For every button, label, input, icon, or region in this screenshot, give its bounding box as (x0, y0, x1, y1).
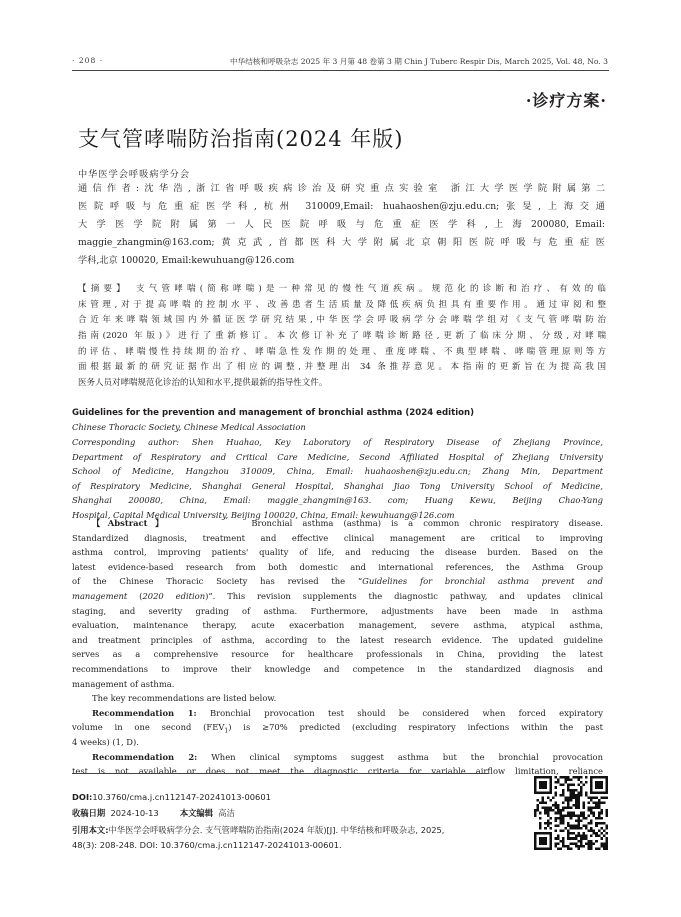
abstract-text: of the Chinese Thoracic Society has revised the “ (72, 576, 363, 587)
abstract-en-line: evaluation, maintenance therapy, acute exacerbation management, severe asthma, atypical asthma, (72, 620, 603, 631)
abstract-en-line: Standardized diagnosis, treatment and effective clinical management are critical to improving (72, 532, 603, 543)
author-cn-line: 通信作者:沈华浩,浙江省呼吸疾病诊治及研究重点实验室 浙江大学医学院附属第二 (78, 183, 605, 194)
abstract-en-line: recommendations to improve their knowledge and competence in the standardized diagnosis and (72, 663, 603, 674)
key-recommendations-intro: The key recommendations are listed below. (92, 693, 277, 704)
dates-line (72, 806, 522, 821)
society-cn: 中华医学会呼吸病学分会 (78, 169, 191, 180)
editor-name: 高洁 (218, 808, 235, 818)
recommendation-label: Recommendation 1: (92, 707, 197, 718)
english-society: Chinese Thoracic Society, Chinese Medical Association (72, 422, 306, 432)
recommendation-text: Bronchial provocation test should be considered when forced expiratory (196, 707, 603, 718)
abstract-en-line (72, 516, 603, 531)
author-cn-line: 学科,北京 100020, Email:kewuhuang@126.com (78, 255, 295, 266)
journal-header: 中华结核和呼吸杂志 2025 年 3 月第 48 卷第 3 期 Chin J Tuberc Respir Dis, March 2025, Vol. 48, No. 3 (230, 57, 608, 66)
abstract-cn-line: 指南(2020 年版)》进行了重新修订。本次修订补充了哮喘诊断路径,更新了临床分期、分级,对哮喘 (78, 331, 606, 342)
author-en-line: of Respiratory Medicine, Shanghai General Hospital, Shanghai Jiao Tong University School of Medicine, (72, 480, 603, 491)
abstract-cn-line: 医务人员对哮喘规范化诊治的认知和水平,提供最新的指导性文件。 (78, 378, 328, 389)
citation-block (72, 823, 522, 853)
article-title: 支气管哮喘防治指南(2024 年版) (78, 127, 404, 151)
corresponding-author-cn (78, 180, 605, 270)
guideline-edition: 2020 edition (142, 590, 206, 601)
abstract-cn-line: 合近年来哮喘领域国内外循证医学研究结果,中华医学会呼吸病学分会哮喘学组对《支气管哮喘防治 (78, 315, 606, 326)
abstract-cn-line: 床管理,对于提高哮喘的控制水平、改善患者生活质量及降低疾病负担具有重要作用。通过审阅和整 (78, 299, 606, 310)
abstract-cn-line: 【摘要】 支气管哮喘(简称哮喘)是一种常见的慢性气道疾病。规范化的诊断和治疗、有效的临 (78, 284, 606, 294)
abstract-cn-line: 面根据最新的研究证据作出了相应的调整,并整理出 34 条推荐意见。本指南的更新旨在为提高我国 (78, 362, 606, 373)
author-en-line: Department of Respiratory and Critical Care Medicine, Second Affiliated Hospital of Zhejiang University (72, 451, 603, 462)
abstract-en-line: staging, and severity grading of asthma. Furthermore, adjustments have been made in asthma (72, 605, 603, 616)
abstract-en-line: latest evidence-based research from both domestic and international references, the Asthma Group (72, 561, 603, 572)
author-cn-line: maggie_zhangmin@163.com;黄克武,首都医科大学附属北京朝阳医院呼吸与危重症医 (78, 237, 605, 248)
page-number: · 208 · (72, 56, 104, 65)
qr-code-icon (534, 776, 608, 850)
abstract-en-line: and treatment principles of asthma, according to the latest research evidence. The updated guideline (72, 634, 603, 645)
recommendation-text: When clinical symptoms suggest asthma but the bronchial provocation (197, 751, 603, 762)
header-rule (72, 70, 609, 71)
recommendation-text: volume in one second (FEV (72, 722, 225, 733)
recommendation-label: Recommendation 2: (92, 751, 198, 762)
cite-label: 引用本文: (72, 825, 109, 835)
abstract-en-line: serves as a comprehensive resource for healthcare professionals in China, providing the latest (72, 649, 603, 660)
abstract-en-line: management of asthma. (72, 678, 175, 689)
editor-label: 本文编辑 (179, 808, 214, 818)
abstract-cn (78, 282, 606, 392)
abstract-label: 【Abstract】 (92, 518, 171, 528)
cite-text: 中华医学会呼吸病学分会. 支气管哮喘防治指南(2024 年版)[J]. 中华结核和呼吸杂志, 2025, (108, 825, 445, 835)
author-en-line: Corresponding author: Shen Huahao, Key Laboratory of Respiratory Disease of Zhejiang Province, (72, 437, 603, 447)
abstract-en-line: asthma control, improving patients' quality of life, and reducing the disease burden. Based on the (72, 547, 603, 558)
english-abstract (72, 516, 603, 779)
english-title: Guidelines for the prevention and management of bronchial asthma (2024 edition) (72, 408, 475, 418)
english-corresponding-author (72, 435, 603, 523)
abstract-cn-line: 的评估、哮喘慢性持续期的治疗、哮喘急性发作期的处理、重度哮喘、不典型哮喘、哮喘管理原则等方 (78, 346, 606, 357)
fev-subscript: 1 (224, 727, 229, 735)
author-en-line: School of Medicine, Hangzhou 310009, China, Email: huahaoshen@zju.edu.cn; Zhang Min, Department (72, 466, 603, 477)
doi-value[interactable]: 10.3760/cma.j.cn112147-20241013-00601 (92, 792, 271, 802)
received-date: 2024-10-13 (110, 808, 159, 818)
abstract-text: Bronchial asthma (asthma) is a common chronic respiratory disease. (251, 518, 603, 528)
author-en-line: Shanghai 200080, China, Email: maggie_zhangmin@163. com; Huang Kewu, Beijing Chao-Yang (72, 495, 603, 506)
guideline-name: management (72, 590, 128, 601)
author-cn-line: 大 学 医 学 院 附 属 第 一 人 民 医 院 呼 吸 与 危 重 症 医 学 科 , 上 海 200080, Email: (78, 219, 605, 230)
footer-rule (72, 773, 488, 774)
recommendation-1-line (72, 720, 603, 735)
recommendation-2-line: test is not available or does not meet the diagnostic criteria for variable airflow limitation, reliance (72, 766, 603, 777)
guideline-name: Guidelines for bronchial asthma prevent and (362, 576, 603, 587)
cite-text: 48(3): 208-248. DOI: 10.3760/cma.j.cn112147-20241013-00601. (72, 840, 342, 850)
doi-label: DOI: (72, 792, 93, 802)
recommendation-2 (72, 750, 603, 765)
doi-line (72, 790, 522, 805)
abstract-text: )”. This revision supplements the diagnostic pathway, and updates clinical (205, 590, 603, 601)
recommendation-1 (72, 706, 603, 721)
recommendation-1-line: 4 weeks) (1, D). (72, 736, 139, 747)
abstract-en-line: management (2020 edition)”. This revision supplements the diagnostic pathway, and updates clinical (72, 590, 603, 601)
section-label: ·诊疗方案· (525, 91, 607, 110)
recommendation-text: ) is ≥70% predicted (excluding respiratory infections within the past (228, 722, 603, 733)
author-en-line: Hospital, Capital Medical University, Beijing 100020, China, Email: kewuhuang@126.com (72, 509, 455, 520)
abstract-en-line (72, 574, 603, 589)
author-cn-line: 医院呼吸与危重症医学科,杭州 310009,Email: huahaoshen@zju.edu.cn;张旻,上海交通 (78, 201, 605, 212)
received-label: 收稿日期 (72, 808, 106, 818)
